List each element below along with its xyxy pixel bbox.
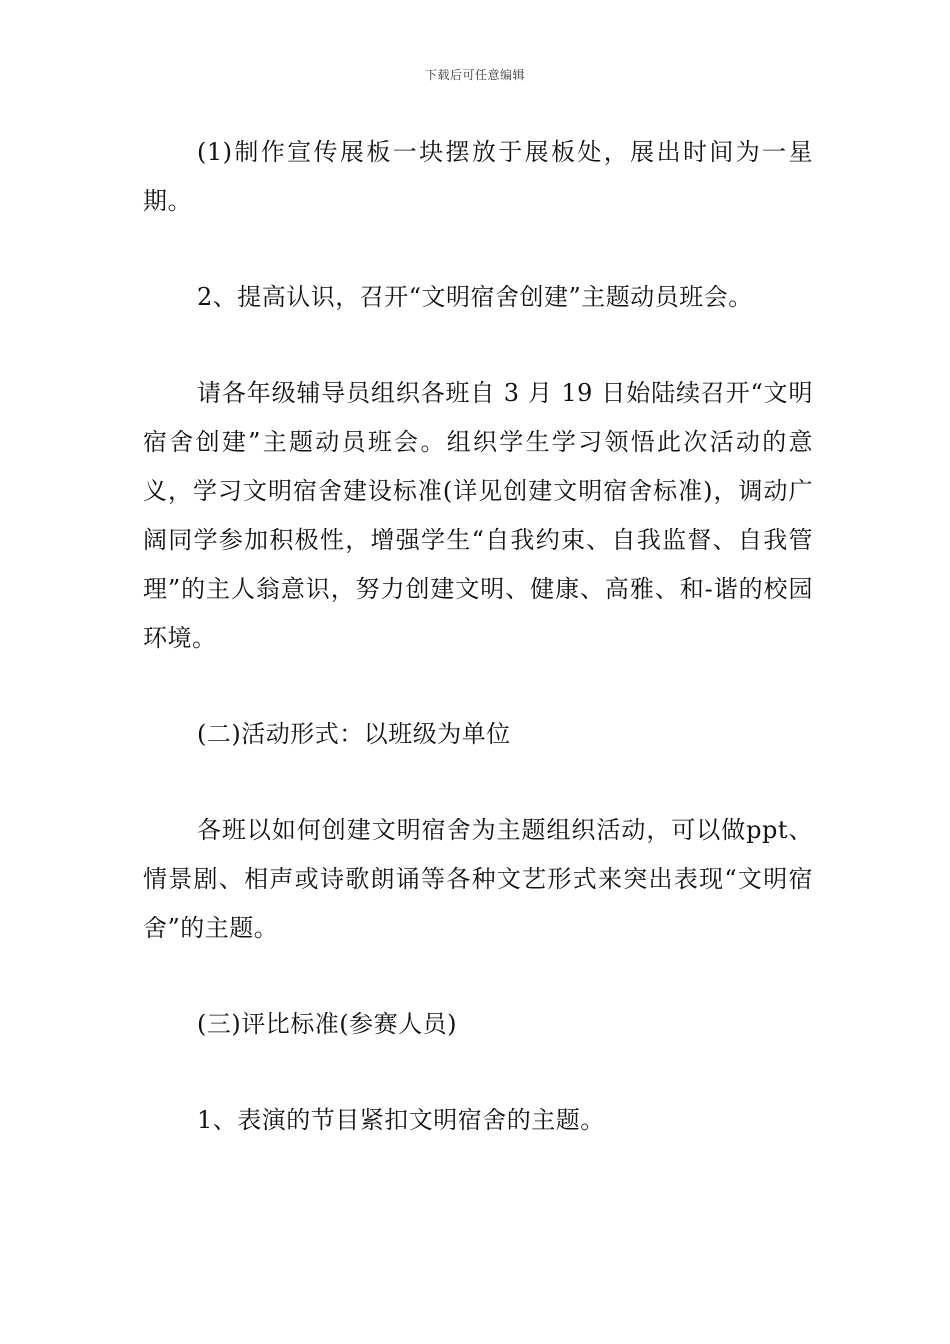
paragraph-gap: [143, 322, 813, 369]
paragraph-gap: [143, 226, 813, 273]
paragraph-display-board: (1)制作宣传展板一块摆放于展板处，展出时间为一星期。: [143, 138, 813, 215]
paragraph-gap: [143, 953, 813, 1000]
paragraph-gap: [143, 1049, 813, 1096]
paragraph-activity-description: 各班以如何创建文明宿舍为主题组织活动，可以做ppt、情景剧、相声或诗歌朗诵等各种文艺形式来突出表现“文明宿舍”的主题。: [143, 816, 813, 942]
criteria-item-1: 1、表演的节目紧扣文明宿舍的主题。: [197, 1106, 605, 1134]
section-heading-criteria: (三)评比标准(参赛人员): [197, 1010, 457, 1038]
paragraph-gap: [143, 663, 813, 710]
header-note: 下载后可任意编辑: [424, 68, 525, 82]
paragraph-raise-awareness: 2、提高认识，召开“文明宿舍创建”主题动员班会。: [197, 283, 753, 311]
paragraph-class-meeting: 请各年级辅导员组织各班自 3 月 19 日始陆续召开“文明宿舍创建”主题动员班会。组织学生学习领悟此次活动的意义，学习文明宿舍建设标准(详见创建文明宿舍标准)，调动广阔同学参加积极性，增强学生“自我约束、自我监督、自我管理”的主人翁意识，努力创建文明、健康、高雅、和-谐的校园环境。: [143, 379, 813, 652]
section-heading-activity-form: (二)活动形式：以班级为单位: [197, 720, 511, 748]
paragraph-gap: [143, 759, 813, 806]
document-body: [143, 128, 813, 1145]
